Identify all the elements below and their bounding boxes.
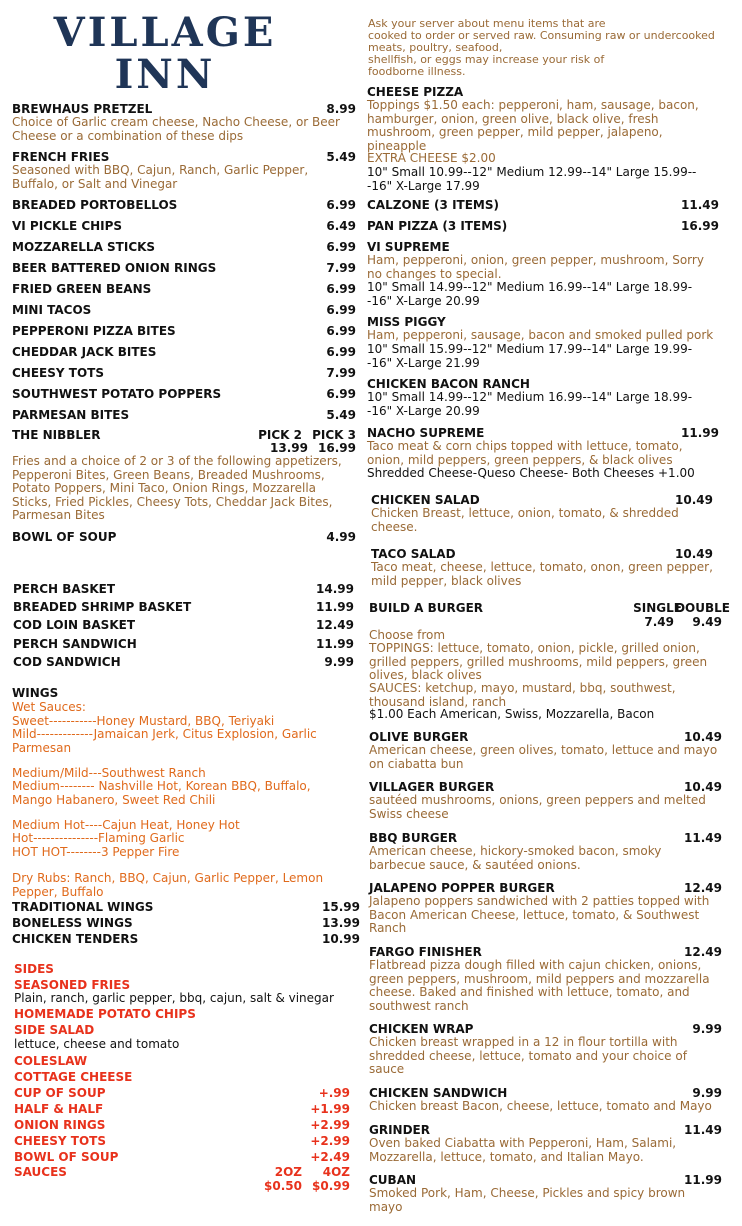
item-price: 6.99 — [326, 345, 356, 359]
item-name: VI SUPREME — [367, 240, 450, 254]
sides-section — [14, 962, 354, 1192]
item-description: Chicken breast wrapped in a 12 in flour tortilla with shredded cheese, lettuce, tomato and your choice of sauce — [369, 1035, 687, 1076]
item-name: NACHO SUPREME — [367, 426, 485, 440]
item-description: Oven baked Ciabatta with Pepperoni, Ham, Salami, Mozzarella, lettuce, tomato, and Italian Mayo. — [369, 1136, 677, 1164]
item-description: Ham, pepperoni, onion, green pepper, mushroom, Sorry no changes to special. — [367, 253, 704, 281]
logo-line-1: VILLAGE — [53, 9, 277, 56]
item-name: PERCH SANDWICH — [13, 637, 137, 651]
item-price: 10.49 — [675, 547, 713, 561]
item-price: 11.99 — [681, 426, 719, 440]
item-price: 12.49 — [684, 881, 722, 895]
item-description: Taco meat, cheese, lettuce, tomato, onon, green pepper, mild pepper, black olives — [371, 560, 713, 588]
item-description: Chicken breast Bacon, cheese, lettuce, tomato and Mayo — [369, 1099, 712, 1113]
item-price: 16.99 — [681, 219, 719, 233]
item-price: 6.99 — [326, 303, 356, 317]
item-name: PAN PIZZA (3 ITEMS) — [367, 219, 508, 233]
item-price: 7.99 — [326, 261, 356, 275]
double-label: DOUBLE — [675, 601, 730, 615]
side-homemade-chips: HOMEMADE POTATO CHIPS — [14, 1007, 196, 1021]
item-price: 5.49 — [326, 408, 356, 422]
single-price: 7.49 — [644, 615, 674, 629]
item-description: sautéed mushrooms, onions, green peppers and melted Swiss cheese — [369, 793, 706, 821]
item-price: 6.99 — [326, 240, 356, 254]
item-price: 10.49 — [684, 780, 722, 794]
item-price: 11.49 — [684, 831, 722, 845]
item-name: BOWL OF SOUP — [12, 530, 117, 544]
item-name: FRENCH FRIES — [12, 150, 110, 164]
item-price: 6.99 — [326, 387, 356, 401]
sauce-mild: Mild-------------Jamaican Jerk, Citus Explosion, Garlic Parmesan — [12, 727, 317, 755]
item-price: 6.99 — [326, 324, 356, 338]
item-price: 13.99 — [322, 916, 360, 930]
item-price: 9.99 — [692, 1022, 722, 1036]
pizza-toppings: Toppings $1.50 each: pepperoni, ham, sausage, bacon, hamburger, onion, green olive, black olive, fresh mushroom, green pepper, mild pepper, jalapeno, pineapple — [367, 98, 699, 153]
item-description: Flatbread pizza dough filled with cajun chicken, onions, green peppers, mushroom, mild peppers and mozzarella cheese. Baked and finished with lettuce, tomato, and southwest ranch — [369, 958, 710, 1013]
item-description: Chicken Breast, lettuce, onion, tomato, & shredded cheese. — [371, 506, 679, 534]
item-name: BEER BATTERED ONION RINGS — [12, 261, 217, 275]
item-name: CHEESY TOTS — [12, 366, 104, 380]
burger-toppings: TOPPINGS: lettuce, tomato, onion, pickle, grilled onion, grilled peppers, grilled mushrooms, mild peppers, green olives, black olives — [369, 641, 708, 682]
sauce-medium-mild: Medium/Mild---Southwest Ranch — [12, 766, 206, 780]
item-sizes: 10" Small 14.99--12" Medium 16.99--14" Large 18.99--16" X-Large 20.99 — [367, 280, 693, 308]
item-name: CHICKEN TENDERS — [12, 932, 139, 946]
pick2-label: PICK 2 — [258, 428, 302, 442]
item-price: 9.99 — [692, 1086, 722, 1100]
side-cottage-cheese: COTTAGE CHEESE — [14, 1070, 133, 1084]
item-name: BREADED PORTOBELLOS — [12, 198, 178, 212]
item-price: 6.49 — [326, 219, 356, 233]
item-description: Seasoned with BBQ, Cajun, Ranch, Garlic Pepper, Buffalo, or Salt and Vinegar — [12, 163, 309, 191]
item-name: VILLAGER BURGER — [369, 780, 495, 794]
double-price: 9.49 — [692, 615, 722, 629]
item-price: 11.99 — [684, 1173, 722, 1187]
sauce-2oz-label: 2OZ — [274, 1165, 302, 1179]
item-name: PEPPERONI PIZZA BITES — [12, 324, 176, 338]
item-name: JALAPENO POPPER BURGER — [369, 881, 555, 895]
item-name: MINI TACOS — [12, 303, 92, 317]
item-name: CHICKEN WRAP — [369, 1022, 474, 1036]
item-name: CHEESE PIZZA — [367, 85, 464, 99]
item-description: Ham, pepperoni, sausage, bacon and smoked pulled pork — [367, 328, 714, 342]
item-name: BONELESS WINGS — [12, 916, 133, 930]
item-name: PARMESAN BITES — [12, 408, 130, 422]
item-name: FRIED GREEN BEANS — [12, 282, 152, 296]
side-item: HALF & HALF — [14, 1102, 104, 1116]
single-label: SINGLE — [633, 601, 682, 615]
item-description: Choice of Garlic cream cheese, Nacho Cheese, or Beer Cheese or a combination of these dips — [12, 115, 340, 143]
logo — [40, 9, 290, 98]
item-price: 15.99 — [322, 900, 360, 914]
item-name: BUILD A BURGER — [369, 601, 484, 615]
item-price: 11.99 — [316, 637, 354, 651]
item-price: 10.49 — [684, 730, 722, 744]
wings-title: WINGS — [12, 686, 59, 700]
item-name: TRADITIONAL WINGS — [12, 900, 154, 914]
sauce-medium: Medium-------- Nashville Hot, Korean BBQ, Buffalo, Mango Habanero, Sweet Red Chili — [12, 779, 311, 807]
item-name: GRINDER — [369, 1123, 430, 1137]
item-name: BBQ BURGER — [369, 831, 458, 845]
sauce-hot: Hot---------------Flaming Garlic — [12, 831, 185, 845]
item-price: 6.99 — [326, 282, 356, 296]
item-description: Fries and a choice of 2 or 3 of the following appetizers, Pepperoni Bites, Green Beans, Breaded Mushrooms, Potato Poppers, Mini Taco, Onion Rings, Mozzarella Sticks, Fried Pickles, Cheesy Tots, Cheddar Jack Bites, Parmesan Bites — [12, 454, 342, 522]
burger-choose: Choose from — [369, 628, 446, 642]
logo-line-2: INN — [114, 51, 216, 98]
side-seasoned-fries-desc: Plain, ranch, garlic pepper, bbq, cajun, salt & vinegar — [14, 991, 334, 1005]
side-item-price: +2.49 — [310, 1150, 350, 1164]
item-price: 11.49 — [681, 198, 719, 212]
side-item: CUP OF SOUP — [14, 1086, 106, 1100]
item-price: 11.99 — [316, 600, 354, 614]
sauce-4oz-price: $0.99 — [312, 1179, 350, 1193]
pizza-sizes: 10" Small 10.99--12" Medium 12.99--14" Large 15.99---16" X-Large 17.99 — [367, 165, 697, 193]
item-price: 8.99 — [326, 102, 356, 116]
item-price: 6.99 — [326, 198, 356, 212]
item-name: PERCH BASKET — [13, 582, 116, 596]
dry-rubs: Dry Rubs: Ranch, BBQ, Cajun, Garlic Pepper, Lemon Pepper, Buffalo — [12, 871, 324, 899]
item-name: MISS PIGGY — [367, 315, 446, 329]
food-safety-warning: Ask your server about menu items that are cooked to order or served raw. Consuming raw or undercooked meats, poultry, seafood, shellfish, or eggs may increase your risk of foodborne illness. — [368, 17, 715, 78]
item-name: TACO SALAD — [371, 547, 456, 561]
sauce-2oz-price: $0.50 — [264, 1179, 302, 1193]
pick3-label: PICK 3 — [312, 428, 356, 442]
item-name: BREADED SHRIMP BASKET — [13, 600, 192, 614]
wet-sauces-label: Wet Sauces: — [12, 700, 86, 714]
item-name: OLIVE BURGER — [369, 730, 469, 744]
item-price: 12.49 — [684, 945, 722, 959]
sauce-hot-hot: HOT HOT--------3 Pepper Fire — [12, 845, 180, 859]
item-price: 12.49 — [316, 618, 354, 632]
burger-cheese: $1.00 Each American, Swiss, Mozzarella, Bacon — [369, 707, 655, 721]
side-item-price: +.99 — [318, 1086, 350, 1100]
item-name: COD SANDWICH — [13, 655, 121, 669]
item-price: 10.99 — [322, 932, 360, 946]
item-price: 9.99 — [324, 655, 354, 669]
item-name: MOZZARELLA STICKS — [12, 240, 156, 254]
item-price: 5.49 — [326, 150, 356, 164]
sauce-sweet: Sweet-----------Honey Mustard, BBQ, Teriyaki — [12, 714, 275, 728]
side-salad-desc: lettuce, cheese and tomato — [14, 1037, 180, 1051]
item-price: 14.99 — [316, 582, 354, 596]
item-price: 4.99 — [326, 530, 356, 544]
item-description: Smoked Pork, Ham, Cheese, Pickles and spicy brown mayo — [369, 1186, 686, 1214]
sides-title: SIDES — [14, 962, 54, 976]
side-item: ONION RINGS — [14, 1118, 106, 1132]
item-name: BREWHAUS PRETZEL — [12, 102, 153, 116]
item-name: CHICKEN SANDWICH — [369, 1086, 508, 1100]
side-item: BOWL OF SOUP — [14, 1150, 119, 1164]
item-description: American cheese, hickory-smoked bacon, smoky barbecue sauce, & sautéed onions. — [369, 844, 662, 872]
item-extra: Shredded Cheese-Queso Cheese- Both Cheeses +1.00 — [367, 466, 695, 480]
sauce-4oz-label: 4OZ — [322, 1165, 350, 1179]
item-sizes: 10" Small 15.99--12" Medium 17.99--14" Large 19.99--16" X-Large 21.99 — [367, 342, 693, 370]
item-name: CHICKEN SALAD — [371, 493, 480, 507]
side-item-price: +1.99 — [310, 1102, 350, 1116]
item-name: CUBAN — [369, 1173, 417, 1187]
pick3-price: 16.99 — [318, 441, 356, 455]
item-name: CHICKEN BACON RANCH — [367, 377, 530, 391]
side-item: CHEESY TOTS — [14, 1134, 106, 1148]
side-sauces: SAUCES — [14, 1165, 67, 1179]
item-price: 11.49 — [684, 1123, 722, 1137]
item-description: Jalapeno poppers sandwiched with 2 patties topped with Bacon American Cheese, lettuce, tomato, & Southwest Ranch — [369, 894, 710, 935]
side-coleslaw: COLESLAW — [14, 1054, 88, 1068]
side-seasoned-fries: SEASONED FRIES — [14, 978, 131, 992]
pick2-price: 13.99 — [270, 441, 308, 455]
side-salad: SIDE SALAD — [14, 1023, 95, 1037]
item-name: FARGO FINISHER — [369, 945, 482, 959]
item-name: THE NIBBLER — [12, 428, 101, 442]
item-description: American cheese, green olives, tomato, lettuce and mayo on ciabatta bun — [369, 743, 718, 771]
sauce-medium-hot: Medium Hot----Cajun Heat, Honey Hot — [12, 818, 240, 832]
item-name: VI PICKLE CHIPS — [12, 219, 123, 233]
burger-sauces: SAUCES: ketchup, mayo, mustard, bbq, southwest, thousand island, ranch — [369, 681, 676, 709]
side-item-price: +2.99 — [310, 1134, 350, 1148]
item-description: Taco meat & corn chips topped with lettuce, tomato, onion, mild peppers, green peppers, & black olives — [367, 439, 683, 467]
item-name: SOUTHWEST POTATO POPPERS — [12, 387, 222, 401]
item-price: 10.49 — [675, 493, 713, 507]
item-name: COD LOIN BASKET — [13, 618, 136, 632]
item-sizes: 10" Small 14.99--12" Medium 16.99--14" Large 18.99--16" X-Large 20.99 — [367, 390, 693, 418]
side-item-price: +2.99 — [310, 1118, 350, 1132]
item-name: CALZONE (3 ITEMS) — [367, 198, 499, 212]
item-name: CHEDDAR JACK BITES — [12, 345, 157, 359]
pizza-extra-cheese: EXTRA CHEESE $2.00 — [367, 151, 496, 165]
item-price: 7.99 — [326, 366, 356, 380]
